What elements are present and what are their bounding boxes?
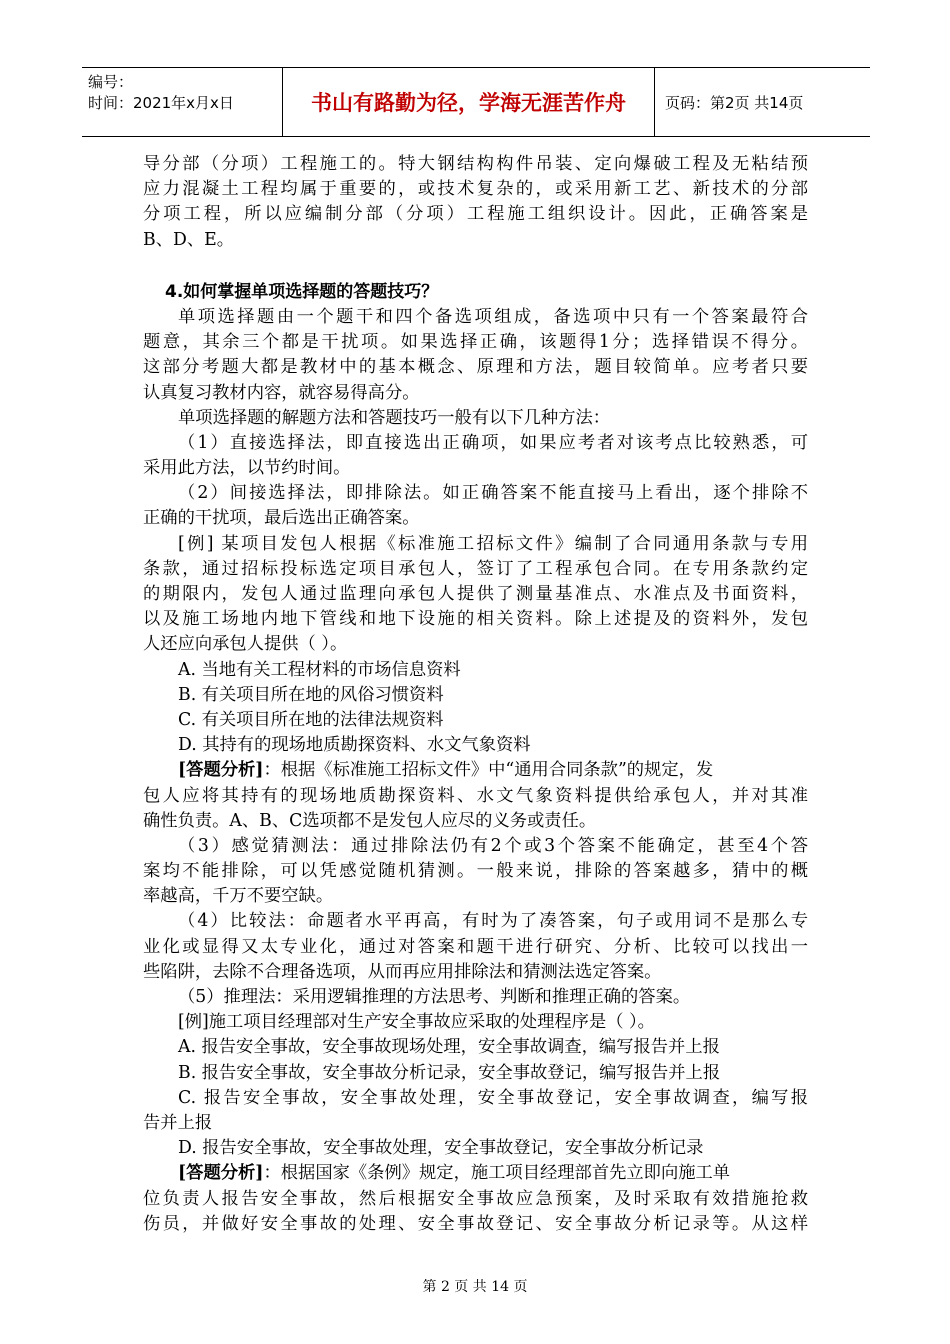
text-line: 包人应将其持有的现场地质勘探资料、水文气象资料提供给承包人，并对其准 bbox=[143, 785, 808, 806]
text-line: 位负责人报告安全事故，然后根据安全事故应急预案，及时采取有效措施抢救 bbox=[143, 1188, 808, 1209]
header-meta bbox=[82, 68, 283, 136]
text-line: （2）间接选择法，即排除法。如正确答案不能直接马上看出，逐个排除不 bbox=[178, 483, 808, 504]
text-line: 单项选择题的解题方法和答题技巧一般有以下几种方法： bbox=[178, 407, 611, 428]
text-line: 采用此方法，以节约时间。 bbox=[143, 458, 351, 479]
text-line: B、D、E。 bbox=[143, 229, 235, 250]
header-motto: 书山有路勤为径，学海无涯苦作舟 bbox=[311, 91, 626, 115]
text-line: 应力混凝土工程均属于重要的，或技术复杂的，或采用新工艺、新技术的分部 bbox=[143, 179, 808, 200]
option-line: B. 有关项目所在地的风俗习惯资料 bbox=[178, 684, 444, 705]
number-label: 编号： bbox=[88, 73, 134, 91]
text-line: 导分部（分项）工程施工的。特大钢结构构件吊装、定向爆破工程及无粘结预 bbox=[143, 154, 808, 174]
example-line: [例] 某项目发包人根据《标准施工招标文件》编制了合同通用条款与专用 bbox=[178, 533, 808, 554]
answer-analysis-label: [答题分析] bbox=[178, 1163, 264, 1184]
text-line: 这部分考题大都是教材中的基本概念、原理和方法，题目较简单。应考者只要 bbox=[143, 357, 808, 378]
option-line: A. 报告安全事故，安全事故现场处理，安全事故调查，编写报告并上报 bbox=[178, 1037, 720, 1058]
text-line: 些陷阱，去除不合理备选项，从而再应用排除法和猜测法选定答案。 bbox=[143, 961, 662, 982]
example-line: 人还应向承包人提供（ ）。 bbox=[143, 634, 348, 655]
section-heading: 4.如何掌握单项选择题的答题技巧？ bbox=[165, 281, 439, 302]
header-motto-cell bbox=[283, 68, 655, 136]
text-line: （3）感觉猜测法：通过排除法仍有2个或3个答案不能确定，甚至4个答 bbox=[178, 835, 808, 856]
header-page-info: 页码：第2页 共14页 bbox=[665, 93, 804, 112]
example-line: [例]施工项目经理部对生产安全事故应采取的处理程序是（ ）。 bbox=[178, 1012, 655, 1033]
time-label: 时间：2021年x月x日 bbox=[88, 94, 234, 112]
answer-analysis-line bbox=[143, 758, 808, 783]
text-line: 案均不能排除，可以凭感觉随机猜测。一般来说，排除的答案越多，猜中的概 bbox=[143, 861, 808, 882]
text-line: 正确的干扰项，最后选出正确答案。 bbox=[143, 508, 420, 529]
text-line: 分项工程，所以应编制分部（分项）工程施工组织设计。因此，正确答案是 bbox=[143, 204, 808, 225]
answer-analysis-text: ：根据《标准施工招标文件》中“通用合同条款”的规定，发 bbox=[263, 760, 714, 781]
page-footer: 第 2 页 共 14 页 bbox=[422, 1279, 528, 1295]
text-line: 认真复习教材内容，就容易得高分。 bbox=[143, 382, 420, 403]
example-line: 以及施工场地内地下管线和地下设施的相关资料。除上述提及的资料外，发包 bbox=[143, 609, 808, 630]
text-line: 伤员，并做好安全事故的处理、安全事故登记、安全事故分析记录等。从这样 bbox=[143, 1213, 808, 1234]
option-line: A. 当地有关工程材料的市场信息资料 bbox=[178, 659, 461, 680]
answer-analysis-text: ：根据国家《条例》规定，施工项目经理部首先立即向施工单 bbox=[263, 1163, 731, 1184]
option-line: C. 有关项目所在地的法律法规资料 bbox=[178, 709, 444, 730]
answer-analysis-line bbox=[143, 1161, 808, 1186]
option-line: 告并上报 bbox=[143, 1112, 213, 1133]
example-line: 条款，通过招标投标选定项目承包人，签订了工程承包合同。在专用条款约定 bbox=[143, 558, 808, 579]
answer-analysis-label: [答题分析] bbox=[178, 760, 264, 781]
text-line: 业化或显得又太专业化，通过对答案和题干进行研究、分析、比较可以找出一 bbox=[143, 936, 808, 957]
option-line: D. 其持有的现场地质勘探资料、水文气象资料 bbox=[178, 735, 531, 756]
text-line: （5）推理法：采用逻辑推理的方法思考、判断和推理正确的答案。 bbox=[178, 987, 691, 1007]
option-line: D. 报告安全事故，安全事故处理，安全事故登记，安全事故分析记录 bbox=[178, 1138, 704, 1159]
text-line: 单项选择题由一个题干和四个备选项组成，备选项中只有一个答案最符合 bbox=[178, 306, 808, 327]
option-line: C. 报告安全事故，安全事故处理，安全事故登记，安全事故调查，编写报 bbox=[178, 1087, 808, 1108]
option-line: B. 报告安全事故，安全事故分析记录，安全事故登记，编写报告并上报 bbox=[178, 1062, 721, 1083]
text-line: （1）直接选择法，即直接选出正确项，如果应考者对该考点比较熟悉，可 bbox=[178, 432, 808, 453]
page-header bbox=[82, 67, 870, 137]
document-body bbox=[143, 152, 808, 1237]
text-line: 确性负责。A、B、C选项都不是发包人应尽的义务或责任。 bbox=[143, 810, 597, 831]
example-line: 的期限内，发包人通过监理向承包人提供了测量基准点、水准点及书面资料， bbox=[143, 584, 808, 604]
text-line: 题意，其余三个都是干扰项。如果选择正确，该题得1分；选择错误不得分。 bbox=[143, 332, 808, 353]
text-line: 率越高，千万不要空缺。 bbox=[143, 886, 334, 907]
text-line: （4）比较法：命题者水平再高，有时为了凑答案，句子或用词不是那么专 bbox=[178, 911, 808, 932]
